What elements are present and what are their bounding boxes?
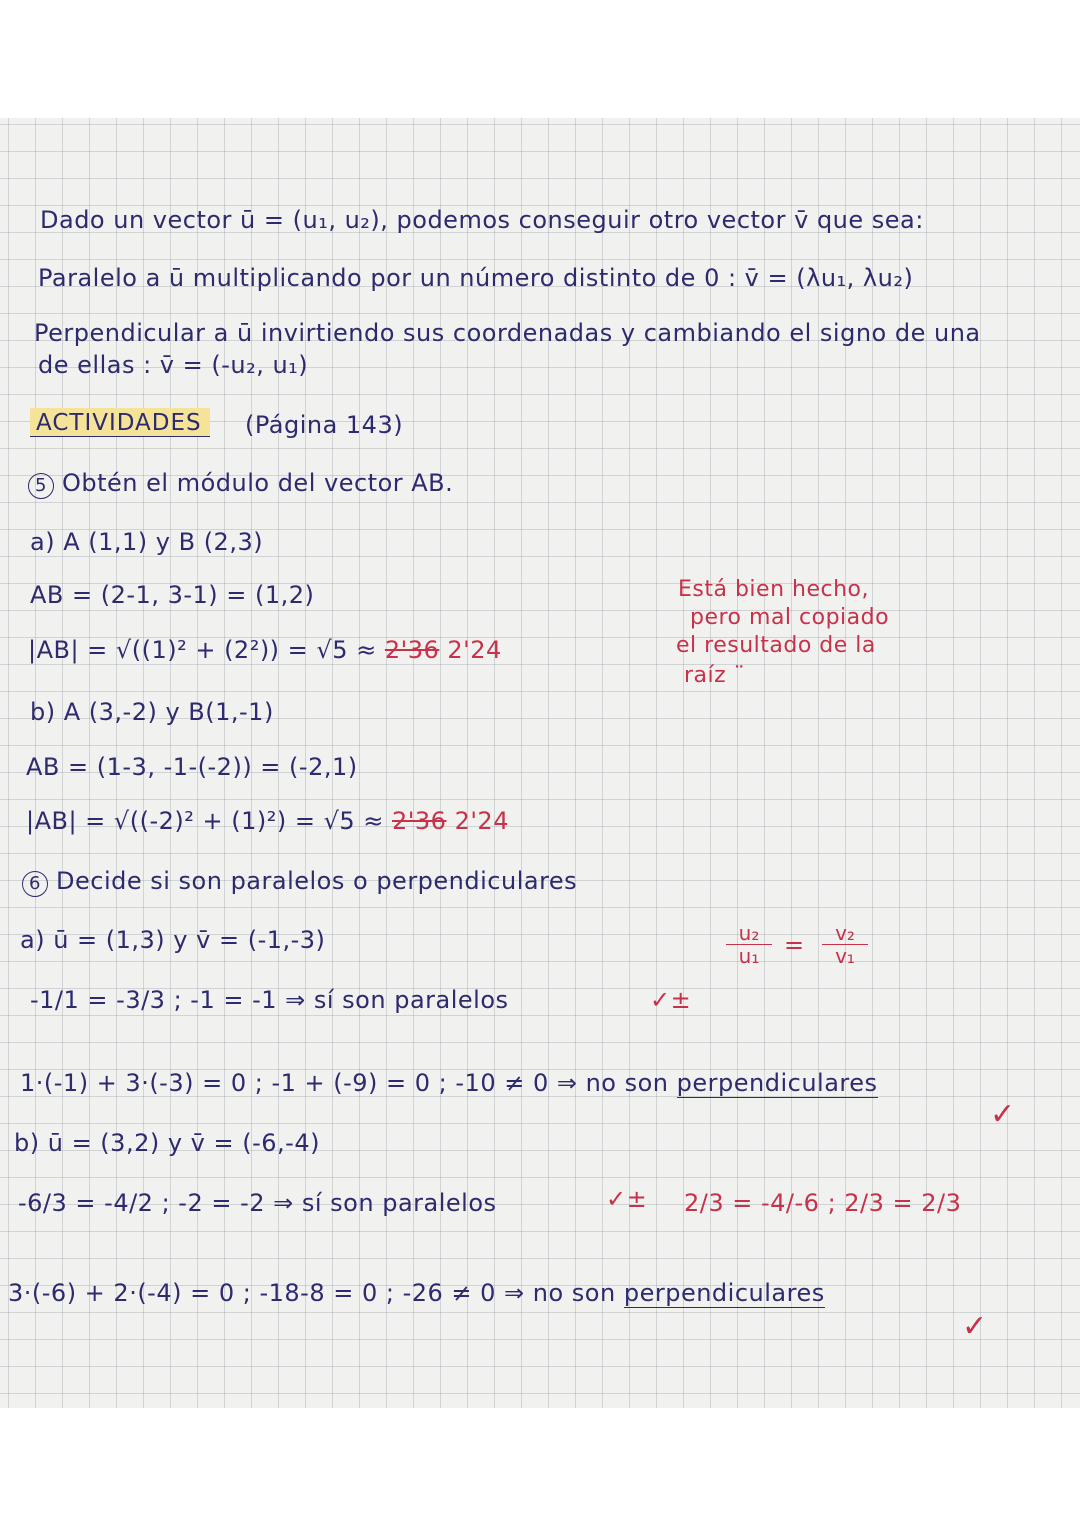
ex5-b-fixed-value: 2'24 xyxy=(454,807,509,835)
theory-line-4: de ellas : v̄ = (-u₂, u₁) xyxy=(38,351,309,379)
teacher-note-3: el resultado de la xyxy=(676,633,876,658)
ex5-statement xyxy=(28,468,453,499)
ex6-a-dot-product xyxy=(20,1068,878,1098)
theory-line-3: Perpendicular a ū invirtiendo sus coordenadas y cambiando el signo de una xyxy=(34,319,981,347)
ex5-number: 5 xyxy=(28,473,54,499)
ex6-statement xyxy=(22,866,577,897)
ex6-b-check: ✓ xyxy=(962,1309,988,1344)
ex6-text: Decide si son paralelos o perpendiculares xyxy=(56,867,578,895)
ex6-a-dot-end: perpendiculares xyxy=(676,1069,878,1097)
page-reference: (Página 143) xyxy=(245,411,404,439)
ex6-a-note-left-fraction xyxy=(726,922,772,967)
ex6-b-dot-end: perpendiculares xyxy=(623,1279,825,1307)
ex5-a-vector: AB = (2-1, 3-1) = (1,2) xyxy=(30,581,315,609)
ex5-a-points: a) A (1,1) y B (2,3) xyxy=(30,528,264,556)
ex6-b-dot-product xyxy=(8,1278,825,1308)
ex6-number: 6 xyxy=(22,871,48,897)
ex6-b-dot-expr: 3·(-6) + 2·(-4) = 0 ; -18-8 = 0 ; -26 ≠ 0 ⇒ no son xyxy=(8,1279,616,1307)
ex5-a-modulus xyxy=(28,635,502,665)
theory-line-2: Paralelo a ū multiplicando por un número distinto de 0 : v̄ = (λu₁, λu₂) xyxy=(38,264,914,292)
ex5-b-points: b) A (3,-2) y B(1,-1) xyxy=(30,698,274,726)
teacher-note-4: raíz ¨ xyxy=(684,663,746,688)
ex6-b-mark: ✓± xyxy=(606,1185,648,1213)
ex5-a-wrong-value: 2'36 xyxy=(384,636,440,664)
ex5-text: Obtén el módulo del vector AB. xyxy=(62,469,454,497)
ex6-a-note-right-top: v₂ xyxy=(822,922,868,945)
ex6-a-vectors: a) ū = (1,3) y v̄ = (-1,-3) xyxy=(20,926,326,954)
ex6-b-ratio: -6/3 = -4/2 ; -2 = -2 ⇒ sí son paralelos xyxy=(18,1189,497,1217)
theory-line-1: Dado un vector ū = (u₁, u₂), podemos conseguir otro vector v̄ que sea: xyxy=(40,206,924,234)
ex5-b-modulus-expr: |AB| = √((-2)² + (1)²) = √5 ≈ xyxy=(26,807,384,835)
ex5-b-vector: AB = (1-3, -1-(-2)) = (-2,1) xyxy=(26,753,358,781)
ex5-b-modulus xyxy=(26,806,509,836)
ex5-a-fixed-value: 2'24 xyxy=(447,636,502,664)
ex6-a-note-left-bottom: u₁ xyxy=(738,944,760,968)
ex6-a-note-equals: = xyxy=(784,931,805,959)
ex6-b-correction: 2/3 = -4/-6 ; 2/3 = 2/3 xyxy=(684,1189,962,1217)
ex5-b-wrong-value: 2'36 xyxy=(392,807,447,835)
ex6-b-vectors: b) ū = (3,2) y v̄ = (-6,-4) xyxy=(14,1129,320,1157)
ex6-a-note-right-fraction xyxy=(822,922,868,967)
activities-heading: ACTIVIDADES xyxy=(30,408,210,437)
teacher-note-2: pero mal copiado xyxy=(690,605,890,630)
ex6-a-ratio: -1/1 = -3/3 ; -1 = -1 ⇒ sí son paralelos xyxy=(30,986,509,1014)
ex6-a-check: ✓ xyxy=(990,1097,1016,1132)
ex6-a-mark: ✓± xyxy=(650,986,692,1014)
ex5-a-modulus-expr: |AB| = √((1)² + (2²)) = √5 ≈ xyxy=(28,636,377,664)
ex6-a-note-right-bottom: v₁ xyxy=(835,944,855,968)
ex6-a-note-left-top: u₂ xyxy=(726,922,772,945)
teacher-note-1: Está bien hecho, xyxy=(678,577,869,602)
ex6-a-dot-expr: 1·(-1) + 3·(-3) = 0 ; -1 + (-9) = 0 ; -10 ≠ 0 ⇒ no son xyxy=(20,1069,669,1097)
